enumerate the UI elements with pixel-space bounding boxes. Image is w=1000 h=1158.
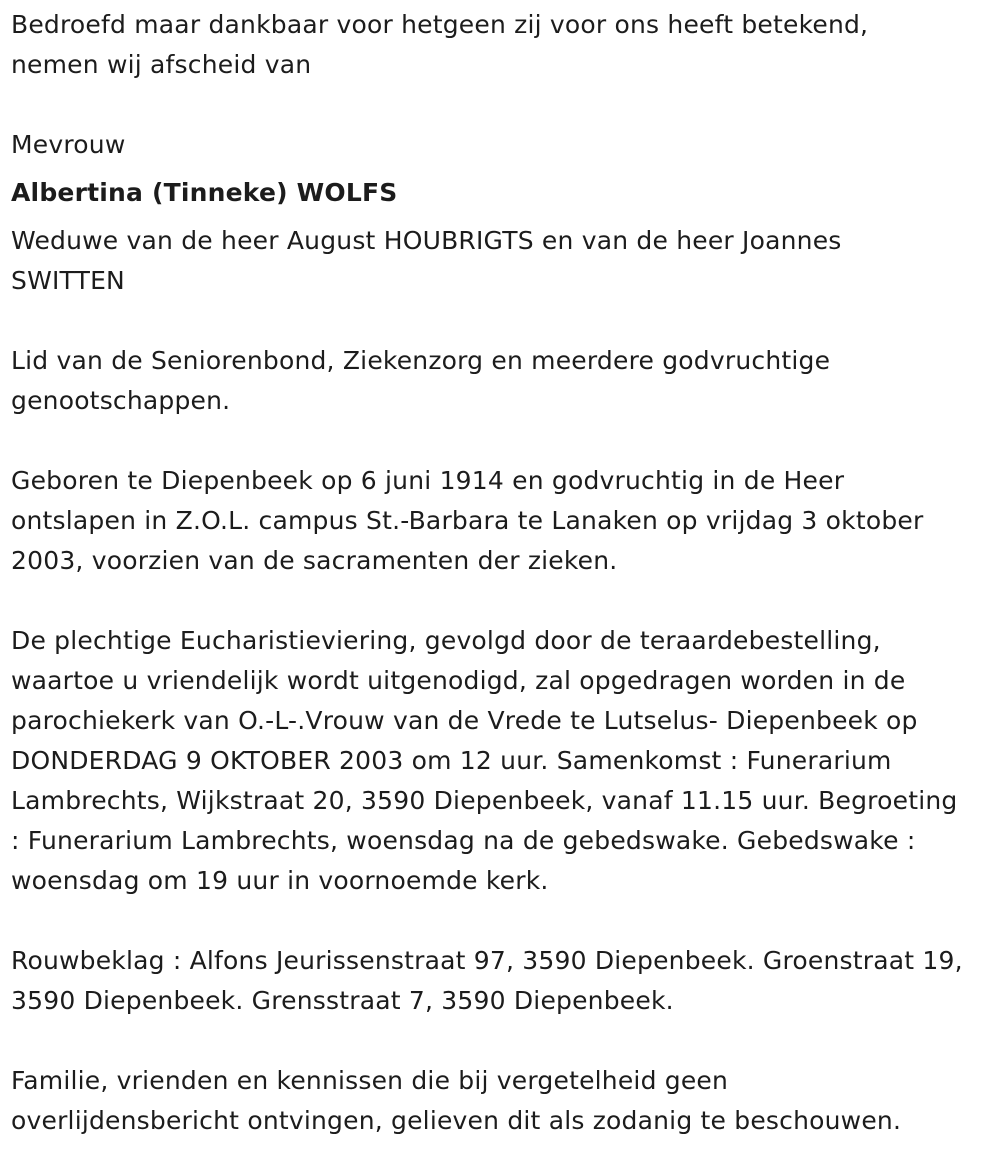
spacer	[11, 1021, 991, 1061]
deceased-name: Albertina (Tinneke) WOLFS	[11, 178, 398, 207]
intro-paragraph: Bedroefd maar dankbaar voor hetgeen zij voor ons heeft betekend, nemen wij afscheid van	[11, 10, 869, 79]
closing-paragraph: Familie, vrienden en kennissen die bij vergetelheid geen overlijdensbericht ontvingen, gelieven dit als zodanig te beschouwen.	[11, 1066, 902, 1135]
spacer	[11, 165, 991, 173]
spacer	[11, 421, 991, 461]
condolences-paragraph: Rouwbeklag : Alfons Jeurissenstraat 97, 3590 Diepenbeek. Groenstraat 19, 3590 Diepenbeek. Grensstraat 7, 3590 Diepenbeek.	[11, 946, 963, 1015]
salutation: Mevrouw	[11, 130, 126, 159]
spacer	[11, 901, 991, 941]
spacer	[11, 213, 991, 221]
birth-death-paragraph: Geboren te Diepenbeek op 6 juni 1914 en godvruchtig in de Heer ontslapen in Z.O.L. campus St.-Barbara te Lanaken op vrijdag 3 oktober 2003, voorzien van de sacramenten der zieken.	[11, 466, 924, 575]
membership-paragraph: Lid van de Seniorenbond, Ziekenzorg en meerdere godvruchtige genootschappen.	[11, 346, 831, 415]
spacer	[11, 301, 991, 341]
spacer	[11, 85, 991, 125]
ceremony-paragraph: De plechtige Eucharistieviering, gevolgd door de teraardebestelling, waartoe u vriendelijk wordt uitgenodigd, zal opgedragen worden in de parochiekerk van O.-L-.Vrouw van de Vrede te Lutselus- Diepenbeek op DONDERDAG 9 OKTOBER 2003 om 12 uur. Samenkomst : Funerarium Lambrechts, Wijkstraat 20, 3590 Diepenbeek, vanaf 11.15 uur. Begroeting : Funerarium Lambrechts, woensdag na de gebedswake. Gebedswake : woensdag om 19 uur in voornoemde kerk.	[11, 626, 958, 895]
obituary-notice	[11, 5, 991, 1141]
spacer	[11, 581, 991, 621]
widow-of-paragraph: Weduwe van de heer August HOUBRIGTS en van de heer Joannes SWITTEN	[11, 226, 842, 295]
